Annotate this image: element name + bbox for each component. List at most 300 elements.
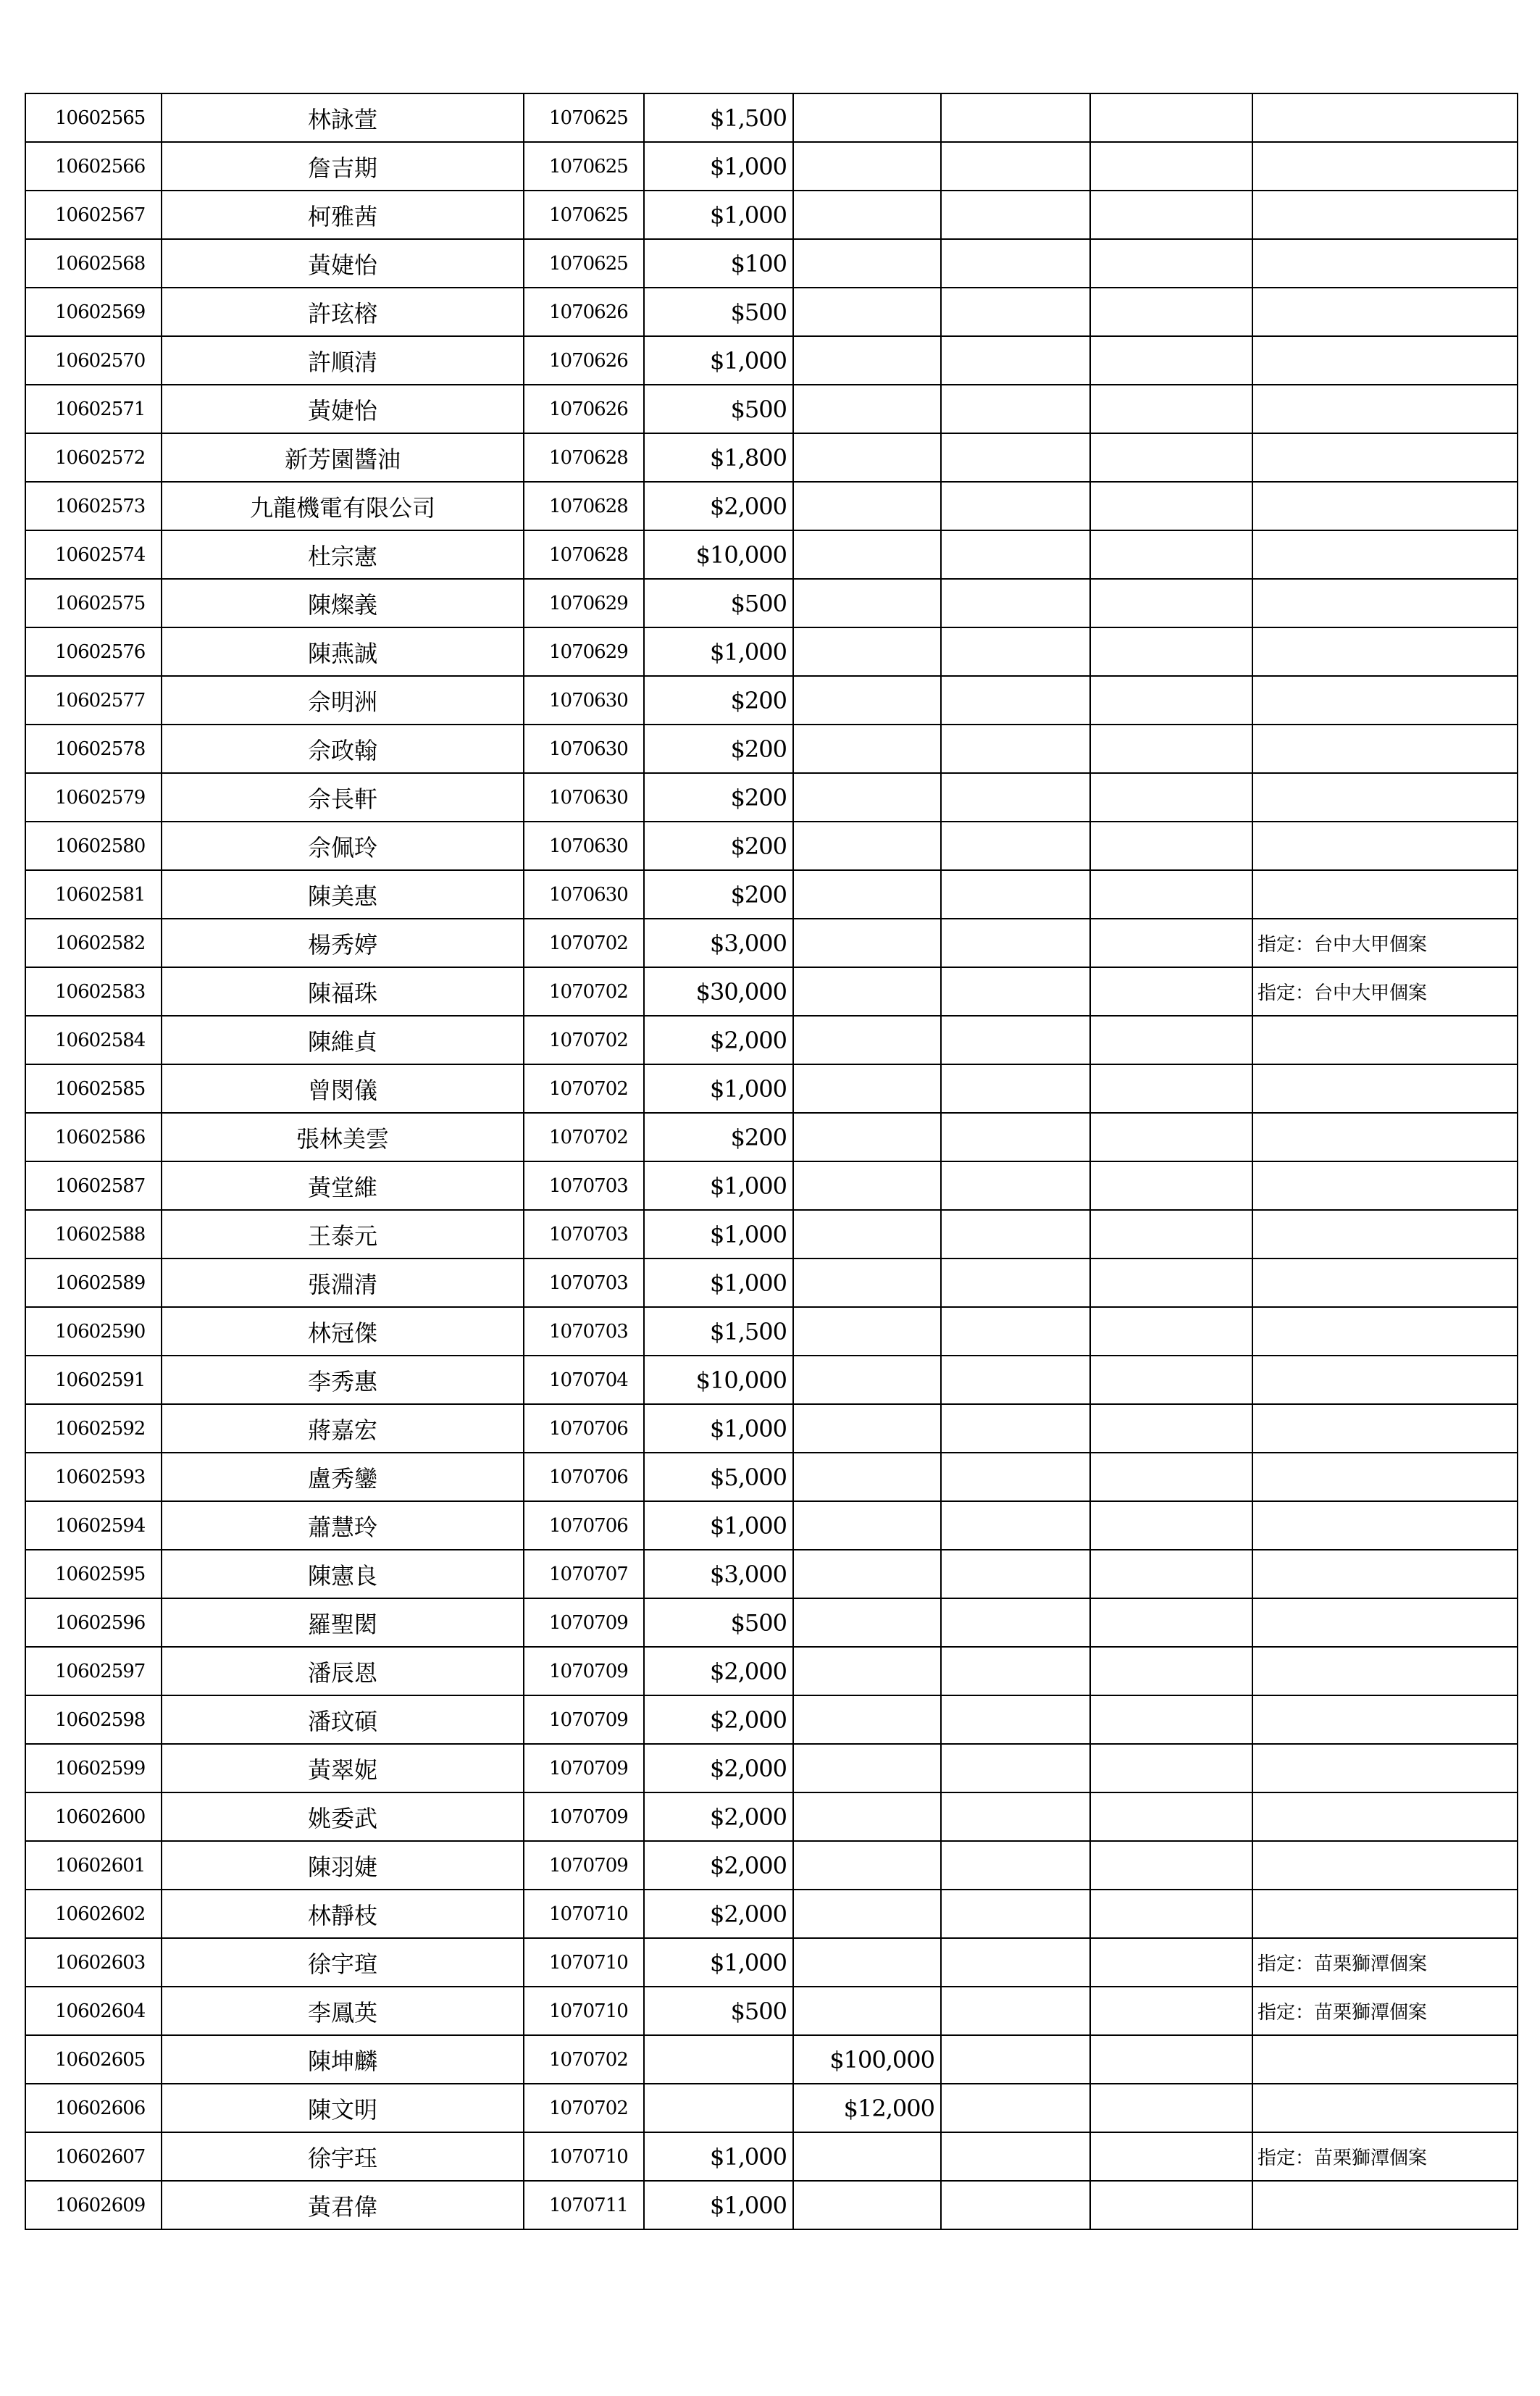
empty-cell [1090, 93, 1252, 142]
donor-name-cell: 徐宇珏 [162, 2132, 524, 2181]
donor-name-cell: 羅聖閎 [162, 1598, 524, 1647]
empty-cell [1090, 191, 1252, 239]
table-row [25, 191, 1518, 239]
date-cell: 1070703 [524, 1210, 644, 1258]
donor-name-cell: 楊秀婷 [162, 919, 524, 967]
amount-cell: $3,000 [644, 919, 793, 967]
date-cell: 1070628 [524, 482, 644, 530]
table-row [25, 1647, 1518, 1695]
empty-cell [1090, 530, 1252, 579]
empty-cell [941, 1744, 1090, 1792]
note-cell [1252, 433, 1518, 482]
empty-cell [941, 288, 1090, 336]
note-cell: 指定：台中大甲個案 [1252, 967, 1518, 1016]
receipt-number-cell: 10602598 [25, 1695, 162, 1744]
receipt-number-cell: 10602586 [25, 1113, 162, 1161]
empty-cell [1090, 1113, 1252, 1161]
amount-secondary-cell [793, 433, 941, 482]
date-cell: 1070625 [524, 93, 644, 142]
amount-cell: $1,000 [644, 1501, 793, 1550]
receipt-number-cell: 10602597 [25, 1647, 162, 1695]
note-cell [1252, 773, 1518, 822]
amount-secondary-cell [793, 1113, 941, 1161]
receipt-number-cell: 10602567 [25, 191, 162, 239]
date-cell: 1070626 [524, 385, 644, 433]
empty-cell [941, 967, 1090, 1016]
amount-secondary-cell [793, 239, 941, 288]
empty-cell [1090, 1841, 1252, 1890]
empty-cell [1090, 1356, 1252, 1404]
receipt-number-cell: 10602565 [25, 93, 162, 142]
note-cell [1252, 482, 1518, 530]
donor-name-cell: 林靜枝 [162, 1890, 524, 1938]
table-row [25, 2132, 1518, 2181]
table-row [25, 239, 1518, 288]
empty-cell [1090, 627, 1252, 676]
table-row [25, 967, 1518, 1016]
empty-cell [941, 773, 1090, 822]
date-cell: 1070625 [524, 142, 644, 191]
amount-cell: $1,000 [644, 1210, 793, 1258]
receipt-number-cell: 10602603 [25, 1938, 162, 1987]
date-cell: 1070709 [524, 1744, 644, 1792]
empty-cell [941, 1695, 1090, 1744]
amount-cell: $2,000 [644, 1841, 793, 1890]
empty-cell [941, 191, 1090, 239]
note-cell [1252, 1550, 1518, 1598]
empty-cell [1090, 1453, 1252, 1501]
receipt-number-cell: 10602566 [25, 142, 162, 191]
donor-name-cell: 徐宇瑄 [162, 1938, 524, 1987]
amount-secondary-cell [793, 822, 941, 870]
empty-cell [1090, 2132, 1252, 2181]
empty-cell [941, 2181, 1090, 2229]
empty-cell [941, 2084, 1090, 2132]
date-cell: 1070703 [524, 1258, 644, 1307]
amount-secondary-cell [793, 1258, 941, 1307]
empty-cell [1090, 822, 1252, 870]
note-cell [1252, 288, 1518, 336]
donor-name-cell: 潘玟碩 [162, 1695, 524, 1744]
note-cell [1252, 822, 1518, 870]
date-cell: 1070702 [524, 2035, 644, 2084]
table-row [25, 1598, 1518, 1647]
amount-cell: $500 [644, 385, 793, 433]
receipt-number-cell: 10602602 [25, 1890, 162, 1938]
amount-cell: $1,000 [644, 1938, 793, 1987]
donor-name-cell: 陳坤麟 [162, 2035, 524, 2084]
table-row [25, 1890, 1518, 1938]
receipt-number-cell: 10602593 [25, 1453, 162, 1501]
empty-cell [941, 579, 1090, 627]
empty-cell [1090, 1161, 1252, 1210]
receipt-number-cell: 10602580 [25, 822, 162, 870]
note-cell [1252, 1016, 1518, 1064]
amount-secondary-cell [793, 1453, 941, 1501]
amount-cell: $2,000 [644, 1890, 793, 1938]
empty-cell [941, 919, 1090, 967]
empty-cell [941, 336, 1090, 385]
table-row [25, 1404, 1518, 1453]
date-cell: 1070706 [524, 1501, 644, 1550]
date-cell: 1070707 [524, 1550, 644, 1598]
date-cell: 1070702 [524, 2084, 644, 2132]
amount-cell: $10,000 [644, 530, 793, 579]
empty-cell [1090, 1016, 1252, 1064]
donor-name-cell: 陳維貞 [162, 1016, 524, 1064]
table-row [25, 725, 1518, 773]
amount-cell: $200 [644, 1113, 793, 1161]
date-cell: 1070630 [524, 773, 644, 822]
date-cell: 1070628 [524, 433, 644, 482]
empty-cell [1090, 919, 1252, 967]
empty-cell [941, 1064, 1090, 1113]
donor-name-cell: 杜宗憲 [162, 530, 524, 579]
empty-cell [1090, 2181, 1252, 2229]
amount-secondary-cell [793, 1841, 941, 1890]
receipt-number-cell: 10602587 [25, 1161, 162, 1210]
table-row [25, 288, 1518, 336]
amount-cell: $200 [644, 773, 793, 822]
date-cell: 1070710 [524, 1987, 644, 2035]
donor-name-cell: 林冠傑 [162, 1307, 524, 1356]
table-row [25, 1016, 1518, 1064]
amount-secondary-cell [793, 870, 941, 919]
amount-secondary-cell [793, 1307, 941, 1356]
table-row [25, 1161, 1518, 1210]
receipt-number-cell: 10602585 [25, 1064, 162, 1113]
table-row [25, 1307, 1518, 1356]
amount-cell: $200 [644, 822, 793, 870]
amount-secondary-cell [793, 482, 941, 530]
receipt-number-cell: 10602575 [25, 579, 162, 627]
note-cell [1252, 1356, 1518, 1404]
donor-name-cell: 張林美雲 [162, 1113, 524, 1161]
empty-cell [941, 1938, 1090, 1987]
amount-secondary-cell [793, 919, 941, 967]
donor-name-cell: 王泰元 [162, 1210, 524, 1258]
note-cell: 指定：苗栗獅潭個案 [1252, 2132, 1518, 2181]
receipt-number-cell: 10602584 [25, 1016, 162, 1064]
empty-cell [941, 1987, 1090, 2035]
table-row [25, 627, 1518, 676]
receipt-number-cell: 10602606 [25, 2084, 162, 2132]
empty-cell [1090, 1258, 1252, 1307]
empty-cell [1090, 1404, 1252, 1453]
table-row [25, 1550, 1518, 1598]
amount-secondary-cell [793, 1210, 941, 1258]
note-cell [1252, 142, 1518, 191]
receipt-number-cell: 10602592 [25, 1404, 162, 1453]
amount-cell: $200 [644, 870, 793, 919]
empty-cell [941, 870, 1090, 919]
amount-secondary-cell [793, 1356, 941, 1404]
note-cell [1252, 627, 1518, 676]
amount-cell: $1,000 [644, 627, 793, 676]
empty-cell [941, 2035, 1090, 2084]
table-row [25, 1938, 1518, 1987]
amount-secondary-cell [793, 676, 941, 725]
empty-cell [941, 1404, 1090, 1453]
donor-name-cell: 曾閔儀 [162, 1064, 524, 1113]
table-row [25, 579, 1518, 627]
empty-cell [941, 1647, 1090, 1695]
note-cell [1252, 1404, 1518, 1453]
date-cell: 1070706 [524, 1404, 644, 1453]
date-cell: 1070630 [524, 676, 644, 725]
note-cell [1252, 1161, 1518, 1210]
receipt-number-cell: 10602577 [25, 676, 162, 725]
empty-cell [941, 822, 1090, 870]
receipt-number-cell: 10602571 [25, 385, 162, 433]
note-cell [1252, 191, 1518, 239]
receipt-number-cell: 10602574 [25, 530, 162, 579]
donor-name-cell: 黃堂維 [162, 1161, 524, 1210]
note-cell [1252, 676, 1518, 725]
donor-name-cell: 許順清 [162, 336, 524, 385]
note-cell [1252, 1307, 1518, 1356]
date-cell: 1070711 [524, 2181, 644, 2229]
amount-secondary-cell [793, 967, 941, 1016]
empty-cell [941, 1307, 1090, 1356]
empty-cell [941, 1550, 1090, 1598]
amount-secondary-cell [793, 1938, 941, 1987]
amount-secondary-cell [793, 1501, 941, 1550]
receipt-number-cell: 10602569 [25, 288, 162, 336]
amount-cell: $1,500 [644, 1307, 793, 1356]
empty-cell [941, 627, 1090, 676]
table-row [25, 2084, 1518, 2132]
donor-name-cell: 許玹榕 [162, 288, 524, 336]
amount-secondary-cell [793, 93, 941, 142]
amount-secondary-cell [793, 530, 941, 579]
table-row [25, 93, 1518, 142]
date-cell: 1070628 [524, 530, 644, 579]
amount-secondary-cell [793, 1744, 941, 1792]
donor-name-cell: 九龍機電有限公司 [162, 482, 524, 530]
amount-cell: $1,000 [644, 142, 793, 191]
table-row [25, 482, 1518, 530]
date-cell: 1070625 [524, 191, 644, 239]
empty-cell [1090, 1938, 1252, 1987]
note-cell [1252, 1113, 1518, 1161]
donor-name-cell: 陳福珠 [162, 967, 524, 1016]
empty-cell [941, 1501, 1090, 1550]
amount-cell: $1,000 [644, 336, 793, 385]
amount-cell: $2,000 [644, 1647, 793, 1695]
amount-secondary-cell [793, 1792, 941, 1841]
empty-cell [1090, 142, 1252, 191]
receipt-number-cell: 10602600 [25, 1792, 162, 1841]
note-cell: 指定：苗栗獅潭個案 [1252, 1987, 1518, 2035]
empty-cell [1090, 1744, 1252, 1792]
date-cell: 1070709 [524, 1598, 644, 1647]
receipt-number-cell: 10602589 [25, 1258, 162, 1307]
amount-cell: $1,000 [644, 1064, 793, 1113]
empty-cell [941, 1356, 1090, 1404]
empty-cell [1090, 385, 1252, 433]
note-cell [1252, 2084, 1518, 2132]
note-cell [1252, 870, 1518, 919]
empty-cell [1090, 579, 1252, 627]
receipt-number-cell: 10602601 [25, 1841, 162, 1890]
note-cell [1252, 1841, 1518, 1890]
table-row [25, 142, 1518, 191]
amount-secondary-cell [793, 1016, 941, 1064]
empty-cell [941, 1016, 1090, 1064]
empty-cell [941, 1890, 1090, 1938]
amount-cell: $2,000 [644, 1016, 793, 1064]
amount-cell: $500 [644, 579, 793, 627]
amount-cell: $2,000 [644, 1695, 793, 1744]
amount-cell: $1,000 [644, 1404, 793, 1453]
note-cell [1252, 1744, 1518, 1792]
amount-secondary-cell [793, 1598, 941, 1647]
empty-cell [1090, 288, 1252, 336]
note-cell: 指定：苗栗獅潭個案 [1252, 1938, 1518, 1987]
empty-cell [1090, 1501, 1252, 1550]
receipt-number-cell: 10602605 [25, 2035, 162, 2084]
donor-name-cell: 潘辰恩 [162, 1647, 524, 1695]
amount-secondary-cell [793, 2181, 941, 2229]
amount-secondary-cell [793, 142, 941, 191]
donor-name-cell: 陳美惠 [162, 870, 524, 919]
date-cell: 1070710 [524, 1890, 644, 1938]
receipt-number-cell: 10602607 [25, 2132, 162, 2181]
amount-secondary-cell [793, 191, 941, 239]
empty-cell [1090, 1890, 1252, 1938]
table-row [25, 822, 1518, 870]
empty-cell [1090, 1064, 1252, 1113]
donor-name-cell: 陳憲良 [162, 1550, 524, 1598]
donor-name-cell: 盧秀鑾 [162, 1453, 524, 1501]
amount-cell: $200 [644, 725, 793, 773]
amount-secondary-cell [793, 336, 941, 385]
empty-cell [1090, 2035, 1252, 2084]
receipt-number-cell: 10602576 [25, 627, 162, 676]
note-cell [1252, 2035, 1518, 2084]
note-cell [1252, 1890, 1518, 1938]
note-cell [1252, 1647, 1518, 1695]
date-cell: 1070702 [524, 919, 644, 967]
donor-name-cell: 陳燦義 [162, 579, 524, 627]
amount-cell: $10,000 [644, 1356, 793, 1404]
note-cell [1252, 530, 1518, 579]
receipt-number-cell: 10602570 [25, 336, 162, 385]
amount-secondary-cell [793, 288, 941, 336]
amount-cell [644, 2035, 793, 2084]
table-row [25, 676, 1518, 725]
amount-secondary-cell [793, 1695, 941, 1744]
amount-secondary-cell [793, 1161, 941, 1210]
date-cell: 1070626 [524, 288, 644, 336]
empty-cell [941, 1598, 1090, 1647]
receipt-number-cell: 10602591 [25, 1356, 162, 1404]
date-cell: 1070709 [524, 1841, 644, 1890]
empty-cell [1090, 1987, 1252, 2035]
donor-name-cell: 陳羽婕 [162, 1841, 524, 1890]
note-cell [1252, 385, 1518, 433]
date-cell: 1070704 [524, 1356, 644, 1404]
receipt-number-cell: 10602594 [25, 1501, 162, 1550]
amount-secondary-cell [793, 579, 941, 627]
donor-name-cell: 詹吉期 [162, 142, 524, 191]
amount-cell: $200 [644, 676, 793, 725]
amount-cell: $1,000 [644, 2132, 793, 2181]
receipt-number-cell: 10602595 [25, 1550, 162, 1598]
receipt-number-cell: 10602604 [25, 1987, 162, 2035]
amount-cell: $1,000 [644, 1161, 793, 1210]
empty-cell [941, 725, 1090, 773]
note-cell [1252, 2181, 1518, 2229]
amount-cell: $1,500 [644, 93, 793, 142]
amount-cell: $500 [644, 1598, 793, 1647]
table-row [25, 1113, 1518, 1161]
empty-cell [941, 1161, 1090, 1210]
table-row [25, 1987, 1518, 2035]
amount-secondary-cell [793, 1064, 941, 1113]
donor-name-cell: 新芳園醬油 [162, 433, 524, 482]
receipt-number-cell: 10602579 [25, 773, 162, 822]
table-row [25, 870, 1518, 919]
receipt-number-cell: 10602582 [25, 919, 162, 967]
donor-name-cell: 黃婕怡 [162, 239, 524, 288]
note-cell [1252, 1598, 1518, 1647]
donor-name-cell: 李秀惠 [162, 1356, 524, 1404]
note-cell [1252, 579, 1518, 627]
date-cell: 1070626 [524, 336, 644, 385]
note-cell [1252, 1453, 1518, 1501]
receipt-number-cell: 10602583 [25, 967, 162, 1016]
date-cell: 1070630 [524, 822, 644, 870]
date-cell: 1070629 [524, 579, 644, 627]
date-cell: 1070630 [524, 725, 644, 773]
empty-cell [941, 530, 1090, 579]
amount-cell: $1,000 [644, 191, 793, 239]
receipt-number-cell: 10602596 [25, 1598, 162, 1647]
empty-cell [941, 1210, 1090, 1258]
table-row [25, 336, 1518, 385]
date-cell: 1070709 [524, 1695, 644, 1744]
donor-name-cell: 佘政翰 [162, 725, 524, 773]
table-row [25, 1744, 1518, 1792]
amount-secondary-cell [793, 725, 941, 773]
amount-secondary-cell [793, 773, 941, 822]
note-cell [1252, 1501, 1518, 1550]
donor-name-cell: 黃婕怡 [162, 385, 524, 433]
amount-cell: $1,000 [644, 1258, 793, 1307]
receipt-number-cell: 10602609 [25, 2181, 162, 2229]
amount-secondary-cell [793, 1987, 941, 2035]
note-cell [1252, 93, 1518, 142]
empty-cell [941, 2132, 1090, 2181]
amount-cell: $500 [644, 288, 793, 336]
empty-cell [1090, 870, 1252, 919]
donor-name-cell: 黃君偉 [162, 2181, 524, 2229]
date-cell: 1070703 [524, 1307, 644, 1356]
empty-cell [1090, 1695, 1252, 1744]
note-cell [1252, 1064, 1518, 1113]
empty-cell [941, 1841, 1090, 1890]
empty-cell [1090, 967, 1252, 1016]
empty-cell [941, 93, 1090, 142]
date-cell: 1070702 [524, 1016, 644, 1064]
date-cell: 1070709 [524, 1647, 644, 1695]
receipt-number-cell: 10602568 [25, 239, 162, 288]
table-row [25, 773, 1518, 822]
date-cell: 1070710 [524, 2132, 644, 2181]
amount-secondary-cell [793, 1550, 941, 1598]
